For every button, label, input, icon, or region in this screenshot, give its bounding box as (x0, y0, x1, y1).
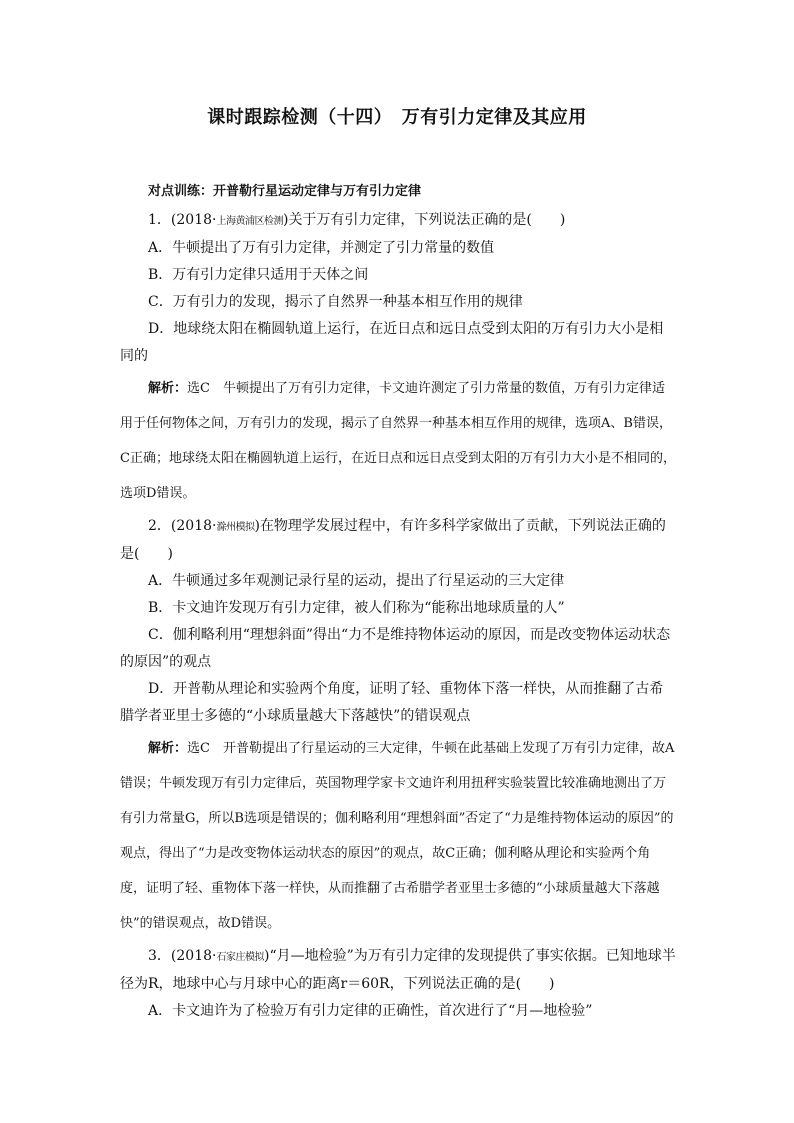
analysis-label: 解析： (148, 741, 188, 756)
question-year: (2018· (170, 212, 217, 228)
question-text: 关于万有引力定律，下列说法正确的是( ) (288, 212, 566, 228)
question-number: 1． (148, 212, 171, 228)
section-heading: 对点训练：开普勒行星运动定律与万有引力定律 (148, 184, 422, 199)
analysis-text: 选C 开普勒提出了行星运动的三大定律，牛顿在此基础上发现了万有引力定律，故A错误；牛顿发现万有引力定律后，英国物理学家卡文迪许利用扭秤实验装置比较准确地测出了万有引力常量G，所以B选项是错误的；伽利略利用“理想斜面”否定了“力是维持物体运动的原因”的观点，得出了“力是改变物体运动状态的原因”的观点，故C正确；伽利略从理论和实验两个角度，证明了轻、重物体下落一样快，从而推翻了古希腊学者亚里士多德的“小球质量越大下落越快”的错误观点，故D错误。 (120, 741, 675, 931)
question-stem (120, 513, 676, 568)
page-title: 课时跟踪检测（十四） 万有引力定律及其应用 (207, 107, 587, 128)
analysis (120, 371, 676, 511)
question-source: 上海黄浦区检测 (216, 216, 283, 227)
option-a: A．卡文迪许为了检验万有引力定律的正确性，首次进行了“月—地检验” (148, 1003, 593, 1019)
option-d: D．开普勒从理论和实验两个角度，证明了轻、重物体下落一样快，从而推翻了古希腊学者亚里士多德的“小球质量越大下落越快”的错误观点 (120, 681, 664, 724)
option-c: C．伽利略利用“理想斜面”得出“力不是维持物体运动的原因，而是改变物体运动状态的原因”的观点 (120, 627, 671, 670)
option-d: D．地球绕太阳在椭圆轨道上运行，在近日点和远日点受到太阳的万有引力大小是相同的 (120, 321, 664, 364)
question-1 (120, 207, 676, 511)
question-2 (120, 513, 676, 941)
option-b: B．卡文迪许发现万有引力定律，被人们称为“能称出地球质量的人” (148, 600, 565, 616)
question-source: 石家庄模拟 (216, 952, 264, 963)
document-body (120, 178, 676, 1025)
question-source: 滁州模拟 (216, 522, 255, 533)
question-3 (120, 943, 676, 1025)
option-a: A．牛顿通过多年观测记录行星的运动，提出了行星运动的三大定律 (148, 573, 565, 589)
question-stem (120, 943, 676, 998)
question-number: 2． (148, 518, 171, 534)
question-stem (120, 207, 676, 235)
question-year: (2018· (170, 518, 217, 534)
question-source-close: ) (263, 948, 270, 964)
analysis-text: 选C 牛顿提出了万有引力定律，卡文迪许测定了引力常量的数值，万有引力定律适用于任何物体之间，万有引力的发现，揭示了自然界一种基本相互作用的规律，选项A、B错误，C正确；地球绕太阳在椭圆轨道上运行，在近日点和远日点受到太阳的万有引力大小是不相同的，选项D错误。 (120, 381, 676, 501)
option-a: A．牛顿提出了万有引力定律，并测定了引力常量的数值 (148, 240, 495, 256)
question-text: “月—地检验”为万有引力定律的发现提供了事实依据。已知地球半径为R，地球中心与月球中心的距离r＝60R，下列说法正确的是( ) (120, 948, 676, 992)
question-year: (2018· (170, 948, 217, 964)
question-source-close: ) (282, 212, 289, 228)
option-b: B．万有引力定律只适用于天体之间 (148, 267, 369, 283)
question-source-close: ) (254, 518, 260, 534)
analysis (120, 731, 676, 941)
analysis-label: 解析： (148, 381, 188, 396)
question-number: 3． (148, 948, 171, 964)
option-c: C．万有引力的发现，揭示了自然界一种基本相互作用的规律 (148, 294, 523, 310)
question-text: 在物理学发展过程中，有许多科学家做出了贡献，下列说法正确的是( ) (120, 518, 666, 562)
